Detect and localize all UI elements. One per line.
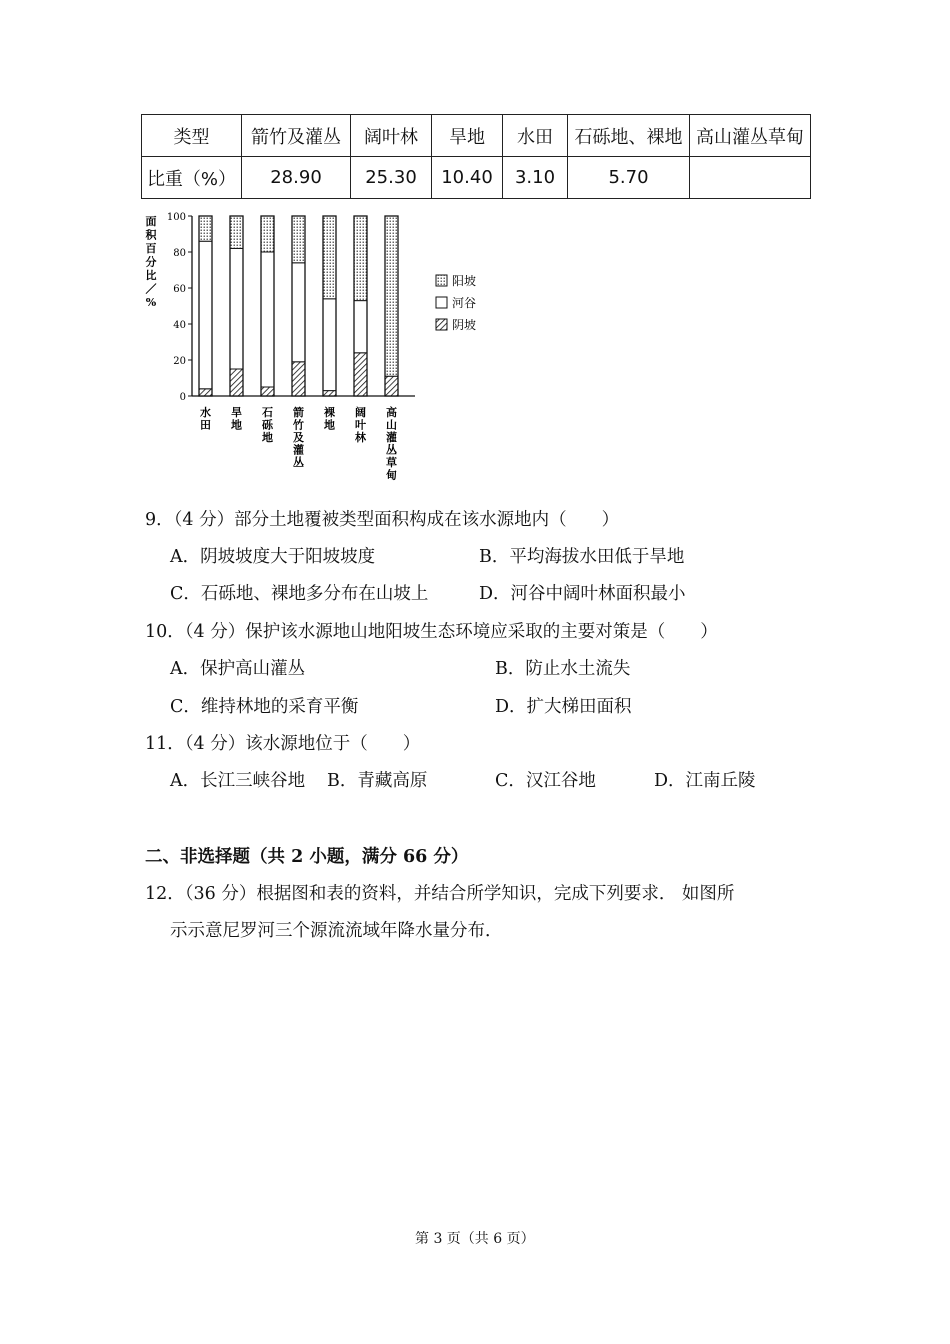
x-category-label-char: 及: [293, 431, 304, 444]
x-category-label-char: 箭: [293, 406, 304, 419]
question-10-option-b: B．防止水土流失: [495, 659, 631, 679]
question-11-option-c: C．汉江谷地: [495, 771, 596, 791]
question-10-stem: 10．（4 分）保护该水源地山地阳坡生态环境应采取的主要对策是（ ）: [145, 622, 718, 642]
bar-segment-阳坡: [323, 216, 336, 299]
question-9-option-d: D．河谷中阔叶林面积最小: [479, 584, 686, 604]
bar-segment-阴坡: [199, 389, 212, 396]
question-12-line-2: 示示意尼罗河三个源流流域年降水量分布．: [170, 921, 503, 941]
x-category-label-char: 地: [262, 431, 273, 444]
chart-legend: [436, 273, 476, 332]
bar-segment-阳坡: [385, 216, 398, 376]
table-cell-type: 石砾地、裸地: [568, 115, 690, 157]
x-category-label-char: 林: [355, 431, 366, 444]
legend-label: 河谷: [452, 296, 477, 310]
table-cell-value: 5.70: [568, 157, 690, 199]
question-11-stem: 11．（4 分）该水源地位于（ ）: [145, 734, 421, 754]
question-9-option-a: A．阴坡坡度大于阳坡坡度: [170, 547, 376, 567]
bar-segment-阴坡: [292, 362, 305, 396]
x-category-label-char: 草: [386, 456, 397, 469]
table-cell-value: 3.10: [503, 157, 568, 199]
bar-segment-阳坡: [199, 216, 212, 241]
x-category-label-char: 旱: [231, 406, 242, 419]
table-cell-value: [690, 157, 811, 199]
y-tick-label: 20: [173, 356, 186, 367]
chart-bars: [199, 216, 398, 396]
bar-segment-阴坡: [385, 376, 398, 396]
x-category-label-char: 竹: [293, 418, 304, 432]
y-axis-label-char: 积: [145, 228, 157, 242]
legend-label: 阳坡: [452, 274, 477, 288]
x-category-label-char: 水: [200, 406, 211, 419]
x-category-label-char: 地: [324, 418, 335, 432]
x-category-label-char: 丛: [386, 443, 397, 457]
question-12-line-1: 12．（36 分）根据图和表的资料，并结合所学知识，完成下列要求． 如图所: [145, 884, 735, 904]
bar-segment-阳坡: [292, 216, 305, 263]
y-axis-label-char: ／: [145, 282, 157, 296]
question-9-stem: 9．（4 分）部分土地覆被类型面积构成在该水源地内（ ）: [145, 510, 620, 530]
y-tick-label: 100: [166, 212, 186, 223]
question-9-option-c: C．石砾地、裸地多分布在山坡上: [170, 584, 429, 604]
table-row-header-share: 比重（%）: [142, 157, 242, 199]
y-axis-label-char: 比: [145, 269, 157, 282]
x-category-label-char: 石: [262, 406, 273, 419]
y-tick-label: 0: [179, 392, 186, 403]
bar-segment-河谷: [261, 252, 274, 387]
y-tick-label: 40: [173, 320, 186, 331]
table-cell-type: 阔叶林: [351, 115, 432, 157]
page-footer: 第 3 页（共 6 页）: [415, 1231, 535, 1247]
x-axis-category-labels: [200, 405, 397, 482]
y-axis-label: [146, 214, 158, 309]
x-category-label-char: 地: [231, 418, 242, 432]
x-category-label-char: 田: [200, 418, 211, 432]
x-category-label-char: 叶: [355, 418, 366, 432]
y-tick-label: 60: [173, 284, 186, 295]
land-cover-table: [141, 114, 811, 199]
bar-segment-河谷: [354, 301, 367, 353]
x-category-label-char: 裸: [324, 406, 335, 419]
bar-segment-河谷: [292, 263, 305, 362]
bar-segment-阴坡: [323, 391, 336, 396]
table-cell-type: 高山灌丛草甸: [690, 115, 811, 157]
table-row-values: [142, 157, 811, 199]
x-category-label-char: 高: [386, 406, 397, 419]
x-category-label-char: 山: [386, 418, 397, 432]
x-category-label-char: 砾: [262, 418, 273, 432]
question-11-option-a: A．长江三峡谷地: [170, 771, 306, 791]
bar-segment-河谷: [199, 241, 212, 389]
table-cell-value: 10.40: [432, 157, 503, 199]
table-cell-value: 25.30: [351, 157, 432, 199]
bar-segment-阳坡: [230, 216, 243, 248]
bar-segment-河谷: [230, 248, 243, 369]
table-cell-type: 水田: [503, 115, 568, 157]
legend-swatch: [436, 319, 447, 330]
bar-segment-阴坡: [261, 387, 274, 396]
question-10-option-c: C．维持林地的采育平衡: [170, 697, 359, 717]
table-row-header-type: 类型: [142, 115, 242, 157]
question-9-option-b: B．平均海拔水田低于旱地: [479, 547, 685, 567]
land-cover-stacked-bar-chart: [140, 205, 500, 495]
bar-segment-阴坡: [230, 369, 243, 396]
table-cell-type: 箭竹及灌丛: [242, 115, 351, 157]
bar-segment-阳坡: [354, 216, 367, 301]
bar-segment-阴坡: [354, 353, 367, 396]
section-2-heading: 二、非选择题（共 2 小题，满分 66 分）: [145, 847, 469, 867]
legend-swatch: [436, 297, 447, 308]
y-axis-label-char: 百: [145, 242, 157, 255]
question-10-option-d: D．扩大梯田面积: [495, 697, 632, 717]
question-10-option-a: A．保护高山灌丛: [170, 659, 306, 679]
x-category-label-char: 丛: [293, 456, 304, 469]
table-row-types: [142, 115, 811, 157]
x-category-label-char: 甸: [386, 468, 397, 482]
y-axis-label-char: 面: [145, 215, 157, 228]
y-axis-label-char: %: [145, 296, 157, 309]
legend-label: 阴坡: [452, 318, 477, 332]
bar-segment-阳坡: [261, 216, 274, 252]
x-category-label-char: 灌: [293, 443, 304, 457]
legend-swatch: [436, 275, 447, 286]
x-category-label-char: 灌: [386, 431, 397, 444]
question-11-option-d: D．江南丘陵: [654, 771, 756, 791]
table-cell-type: 旱地: [432, 115, 503, 157]
table-cell-value: 28.90: [242, 157, 351, 199]
x-category-label-char: 阔: [355, 406, 366, 419]
y-tick-label: 80: [173, 248, 186, 259]
bar-segment-河谷: [323, 299, 336, 391]
question-11-option-b: B．青藏高原: [327, 771, 428, 791]
y-axis-label-char: 分: [145, 255, 157, 269]
